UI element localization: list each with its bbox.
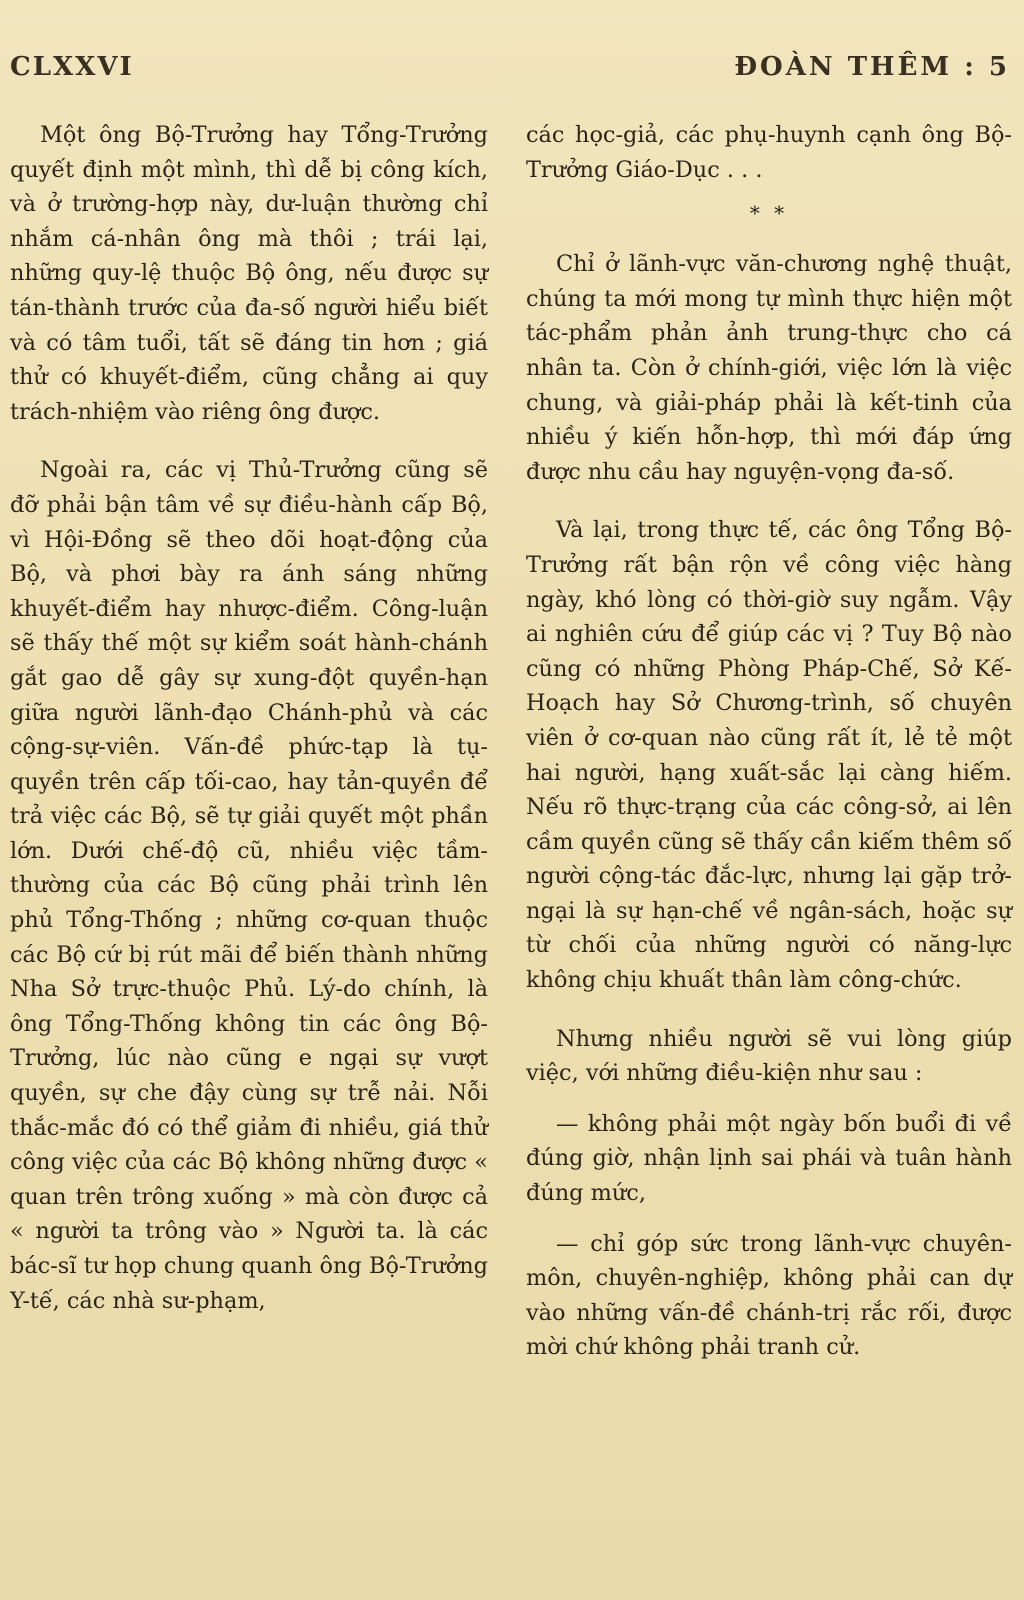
paragraph-continued: các học-giả, các phụ-huynh cạnh ông Bộ-Trưởng Giáo-Dục . . . bbox=[526, 122, 1012, 183]
section-separator: * * bbox=[749, 201, 789, 226]
list-item: — chỉ góp sức trong lãnh-vực chuyên-môn, chuyên-nghiệp, không phải can dự vào những vấn-đề chánh-trị rắc rối, được mời chứ không phải tranh cử. bbox=[526, 1230, 1012, 1361]
paragraph: Và lại, trong thực tế, các ông Tổng Bộ-Trưởng rất bận rộn về công việc hàng ngày, khó lòng có thời-giờ suy ngẫm. Vậy ai nghiên cứu để giúp các vị ? Tuy Bộ nào cũng có những Phòng Pháp-Chế, Sở Kế-Hoạch hay Sở Chương-trình, số chuyên viên ở cơ-quan nào cũng rất ít, lẻ tẻ một hai người, hạng xuất-sắc lại càng hiếm. Nếu rõ thực-trạng của các công-sở, ai lên cầm quyền cũng sẽ thấy cần kiếm thêm số người cộng-tác đắc-lực, nhưng lại gặp trở-ngại là sự hạn-chế về ngân-sách, hoặc sự từ chối của những người có năng-lực không chịu khuất thân làm công-chức. bbox=[526, 517, 1012, 994]
right-column bbox=[526, 118, 1012, 1381]
paragraph: Chỉ ở lãnh-vực văn-chương nghệ thuật, chúng ta mới mong tự mình thực hiện một tác-phẩm phản ảnh trung-thực cho cá nhân ta. Còn ở chính-giới, việc lớn là việc chung, và giải-pháp phải là kết-tinh của nhiều ý kiến hỗn-hợp, thì mới đáp ứng được nhu cầu hay nguyện-vọng đa-số. bbox=[526, 251, 1012, 485]
page-number-header: CLXXVI bbox=[10, 52, 134, 82]
list-item: — không phải một ngày bốn buổi đi về đúng giờ, nhận lịnh sai phái và tuân hành đúng mức, bbox=[526, 1110, 1012, 1207]
paragraph: Một ông Bộ-Trưởng hay Tổng-Trưởng quyết định một mình, thì dễ bị công kích, và ở trường-hợp này, dư-luận thường chỉ nhắm cá-nhân ông mà thôi ; trái lại, những quy-lệ thuộc Bộ ông, nếu được sự tán-thành trước của đa-số người hiểu biết và có tâm tuổi, tất sẽ đáng tin hơn ; giá thử có khuyết-điểm, cũng chẳng ai quy trách-nhiệm vào riêng ông được. bbox=[10, 122, 488, 425]
left-column bbox=[10, 118, 488, 1342]
paragraph: Ngoài ra, các vị Thủ-Trưởng cũng sẽ đỡ phải bận tâm về sự điều-hành cấp Bộ, vì Hội-Đồng sẽ theo dõi hoạt-động của Bộ, và phơi bày ra ánh sáng những khuyết-điểm hay nhược-điểm. Công-luận sẽ thấy thế một sự kiểm soát hành-chánh gắt gao dễ gây sự xung-đột quyền-hạn giữa người lãnh-đạo Chánh-phủ và các cộng-sự-viên. Vấn-đề phức-tạp là tụ-quyền trên cấp tối-cao, hay tản-quyền để trả việc các Bộ, sẽ tự giải quyết một phần lớn. Dưới chế-độ cũ, nhiều việc tầm-thường của các Bộ cũng phải trình lên phủ Tổng-Thống ; những cơ-quan thuộc các Bộ cứ bị rút mãi để biến thành những Nha Sở trực-thuộc Phủ. Lý-do chính, là ông Tổng-Thống không tin các ông Bộ-Trưởng, lúc nào cũng e ngại sự vượt quyền, sự che đậy cùng sự trễ nải. Nỗi thắc-mắc đó có thể giảm đi nhiều, giá thử công việc của các Bộ không những được « quan trên trông xuống » mà còn được cả « người ta trông vào » Người ta. là các bác-sĩ tư họp chung quanh ông Bộ-Trưởng Y-tế, các nhà sư-phạm, bbox=[10, 457, 488, 1314]
running-header-author: ĐOÀN THÊM : 5 bbox=[734, 52, 1010, 82]
paragraph: Nhưng nhiều người sẽ vui lòng giúp việc, với những điều-kiện như sau : bbox=[526, 1025, 1012, 1087]
